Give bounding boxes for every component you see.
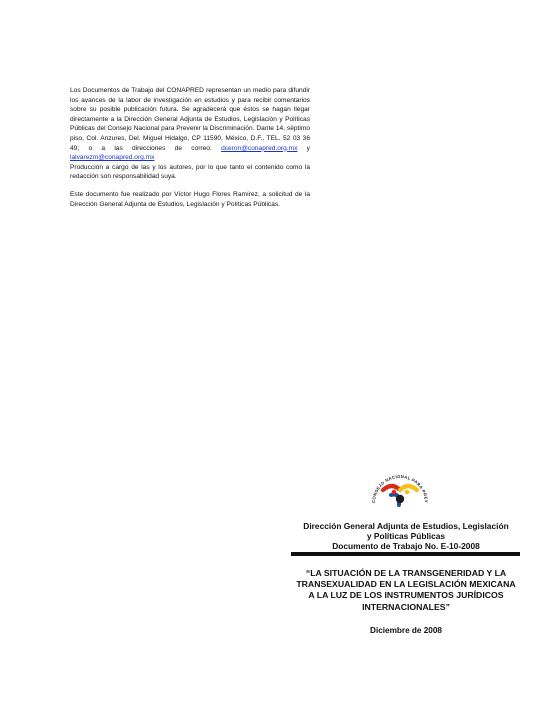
conapred-logo-graphic [363, 463, 437, 515]
email-joiner: y [297, 144, 310, 152]
conapred-logo [363, 463, 437, 515]
responsibility-note: Producción a cargo de las y los autores, por lo que tanto el contenido como la redacción son responsabilidad suya. [70, 163, 310, 181]
logo-dark-head [396, 495, 404, 503]
title-line-2: TRANSEXUALIDAD EN LA LEGISLACIÓN MEXICANA [296, 579, 516, 590]
author-note: Este documento fue realizado por Víctor Hugo Flores Ramírez, a solicitud de la Dirección General Adjunta de Estudios, Legislación y Políticas Públicas. [70, 190, 310, 208]
title-line-4: INTERNACIONALES” [362, 601, 450, 612]
title-line-1: “LA SITUACIÓN DE LA TRANSGENERIDAD Y LA [305, 568, 507, 578]
intro-paragraph-text: Los Documentos de Trabajo del CONAPRED representan un medio para difundir los avances de la labor de investigación en estudios y para recibir comentarios sobre su posible publicación futura. Se agradecerá que éstos se hagan llegar directamente a la Dirección General Adjunta de Estudios, Legislación y Políticas Públicas del Consejo Nacional para Prevenir la Discriminación. Dante 14, séptimo piso, Col. Anzures, Del. Miguel Hidalgo, CP 11590, México, D.F., TEL. 52 03 36 49; o a las direcciones de correo: [70, 87, 310, 152]
document-title [290, 568, 522, 613]
intro-notice [70, 86, 310, 217]
divider-rule [291, 552, 520, 556]
department-block [292, 521, 520, 552]
email-link-dceron[interactable]: dceron@conapred.org.mx [221, 144, 298, 152]
email-link-lalvarezm[interactable]: lalvarezm@conapred.org.mx [70, 154, 155, 162]
logo-red-dot [392, 490, 397, 495]
intro-paragraph [70, 86, 310, 163]
logo-ring-text: CONSEJO NACIONAL PARA PREV [370, 473, 430, 504]
logo-yellow-arm [400, 486, 417, 490]
logo-red-arm [383, 486, 400, 490]
department-line-1: Dirección General Adjunta de Estudios, Legislación [303, 521, 509, 531]
document-number: Documento de Trabajo No. E-10-2008 [332, 541, 480, 552]
department-line-2: y Políticas Públicas [366, 531, 446, 542]
logo-yellow-dot [405, 490, 410, 495]
title-line-3: A LA LUZ DE LOS INSTRUMENTOS JURÍDICOS [308, 590, 504, 601]
publication-date: Diciembre de 2008 [370, 626, 442, 635]
